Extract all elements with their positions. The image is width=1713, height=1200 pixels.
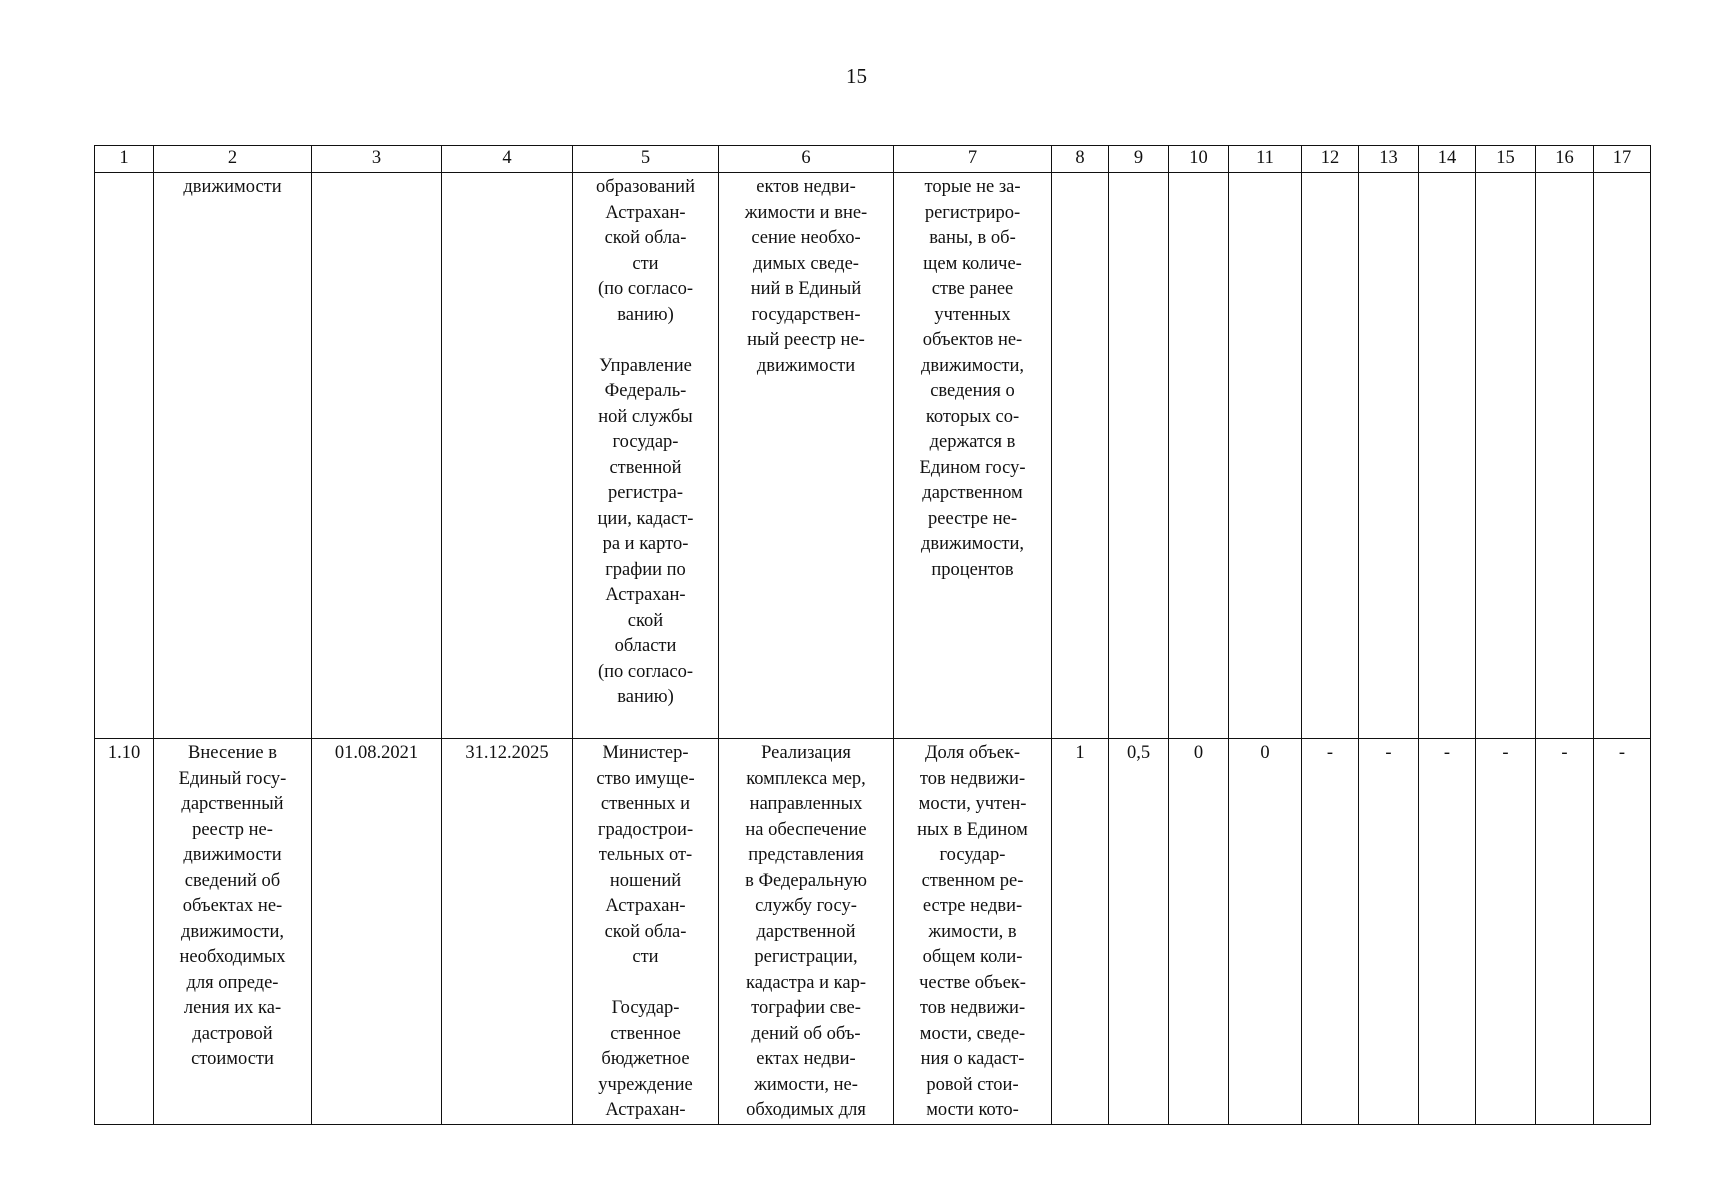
cell-col-17 xyxy=(1594,173,1651,739)
cell-col-8: 1 xyxy=(1052,739,1109,1125)
cell-responsible: образований Астрахан- ской обла- сти (по согласо- ванию) Управление Федераль- ной службы государ- ственной регистра- ции, кадаст- ра и карто- графии по Астрахан- ской области (по согласо- ванию) xyxy=(573,173,719,739)
cell-col-13 xyxy=(1359,173,1419,739)
cell-expected-result: ектов недви- жимости и вне- сение необхо- димых сведе- ний в Единый государствен- ный реестр не- движимости xyxy=(719,173,894,739)
cell-indicator: Доля объек- тов недвижи- мости, учтен- ных в Едином государ- ственном ре- естре недви- жимости, в общем коли- честве объек- тов недвижи- мости, сведе- ния о кадаст- ровой стои- мости кото- xyxy=(894,739,1052,1125)
header-cell-13: 13 xyxy=(1359,146,1419,173)
header-cell-14: 14 xyxy=(1419,146,1476,173)
page-number: 15 xyxy=(846,64,867,88)
cell-col-12: - xyxy=(1302,739,1359,1125)
cell-indicator: торые не за- регистриро- ваны, в об- щем количе- стве ранее учтенных объектов не- движимости, сведения о которых со- держатся в Едином госу- дарственном реестре не- движимости, процентов xyxy=(894,173,1052,739)
cell-col-11 xyxy=(1229,173,1302,739)
header-cell-7: 7 xyxy=(894,146,1052,173)
cell-number xyxy=(95,173,154,739)
cell-col-14 xyxy=(1419,173,1476,739)
table-row-1-10 xyxy=(95,739,1651,1125)
cell-col-9: 0,5 xyxy=(1109,739,1169,1125)
cell-end-date xyxy=(442,173,573,739)
header-cell-4: 4 xyxy=(442,146,573,173)
header-row xyxy=(95,146,1651,173)
header-cell-1: 1 xyxy=(95,146,154,173)
header-cell-16: 16 xyxy=(1536,146,1594,173)
cell-start-date: 01.08.2021 xyxy=(312,739,442,1125)
cell-col-10: 0 xyxy=(1169,739,1229,1125)
program-table xyxy=(94,145,1651,1125)
header-cell-12: 12 xyxy=(1302,146,1359,173)
cell-col-15 xyxy=(1476,173,1536,739)
header-cell-9: 9 xyxy=(1109,146,1169,173)
cell-measure-name: Внесение в Единый госу- дарственный реестр не- движимости сведений об объектах не- движимости, необходимых для опреде- ления их ка- дастровой стоимости xyxy=(154,739,312,1125)
cell-col-8 xyxy=(1052,173,1109,739)
cell-measure-name: движимости xyxy=(154,173,312,739)
header-cell-15: 15 xyxy=(1476,146,1536,173)
cell-col-12 xyxy=(1302,173,1359,739)
cell-col-14: - xyxy=(1419,739,1476,1125)
cell-col-9 xyxy=(1109,173,1169,739)
table-row-continuation xyxy=(95,173,1651,739)
cell-number: 1.10 xyxy=(95,739,154,1125)
header-cell-10: 10 xyxy=(1169,146,1229,173)
table-container xyxy=(94,145,1650,1125)
header-cell-11: 11 xyxy=(1229,146,1302,173)
cell-col-16: - xyxy=(1536,739,1594,1125)
cell-col-11: 0 xyxy=(1229,739,1302,1125)
header-cell-3: 3 xyxy=(312,146,442,173)
cell-col-10 xyxy=(1169,173,1229,739)
cell-col-17: - xyxy=(1594,739,1651,1125)
cell-col-13: - xyxy=(1359,739,1419,1125)
header-cell-17: 17 xyxy=(1594,146,1651,173)
cell-start-date xyxy=(312,173,442,739)
header-cell-5: 5 xyxy=(573,146,719,173)
cell-col-16 xyxy=(1536,173,1594,739)
cell-end-date: 31.12.2025 xyxy=(442,739,573,1125)
header-cell-6: 6 xyxy=(719,146,894,173)
cell-col-15: - xyxy=(1476,739,1536,1125)
header-cell-2: 2 xyxy=(154,146,312,173)
cell-responsible: Министер- ство имуще- ственных и градострои- тельных от- ношений Астрахан- ской обла- сти Государ- ственное бюджетное учреждение Астрахан- xyxy=(573,739,719,1125)
cell-expected-result: Реализация комплекса мер, направленных на обеспечение представления в Федеральную службу госу- дарственной регистрации, кадастра и кар- тографии све- дений об объ- ектах недви- жимости, не- обходимых для xyxy=(719,739,894,1125)
header-cell-8: 8 xyxy=(1052,146,1109,173)
